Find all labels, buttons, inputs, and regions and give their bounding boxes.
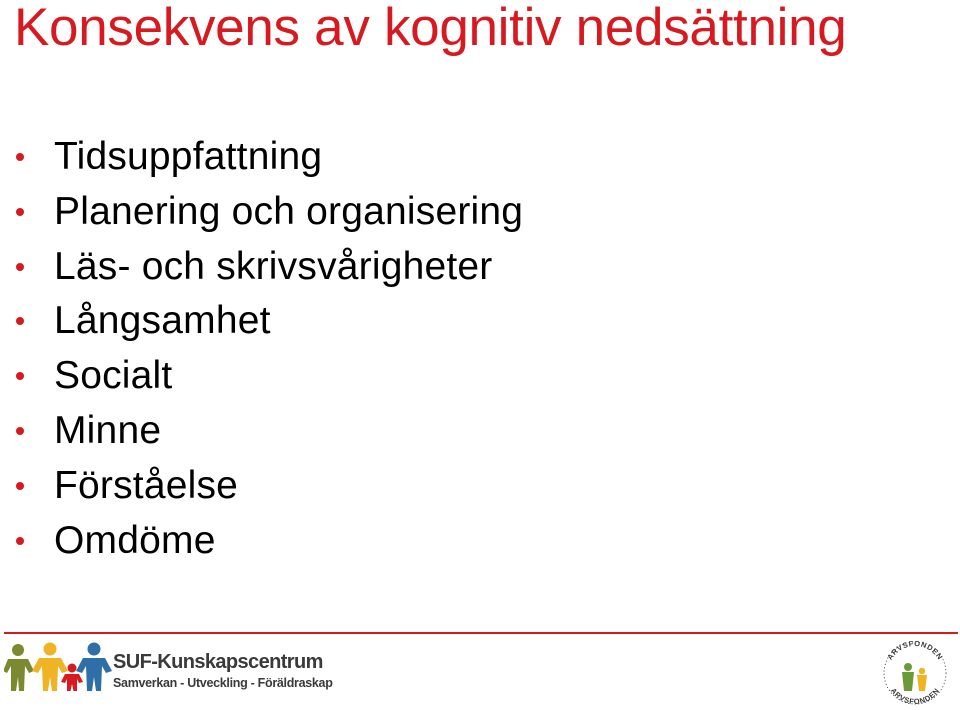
bullet-dot-icon bbox=[16, 208, 24, 216]
bullet-text: Förståelse bbox=[54, 463, 239, 507]
bullet-text: Planering och organisering bbox=[54, 189, 524, 233]
svg-text:ARVSFONDEN bbox=[885, 639, 945, 661]
bullet-dot-icon bbox=[16, 263, 24, 271]
seal-text-top: ARVSFONDEN bbox=[885, 639, 945, 662]
bullet-dot-icon bbox=[16, 317, 24, 325]
people-figures-icon bbox=[4, 641, 112, 693]
logo-name: SUF-Kunskapscentrum bbox=[113, 651, 323, 673]
bullet-text: Socialt bbox=[54, 354, 173, 398]
bullet-dot-icon bbox=[16, 427, 24, 435]
suf-logo bbox=[4, 641, 334, 695]
footer-divider bbox=[4, 632, 958, 634]
bullet-dot-icon bbox=[16, 372, 24, 380]
bullet-dot-icon bbox=[16, 482, 24, 490]
bullet-text: Långsamhet bbox=[54, 299, 271, 343]
svg-text:ARVSFONDEN bbox=[889, 686, 942, 706]
bullet-text: Läs- och skrivsvårigheter bbox=[54, 244, 493, 288]
logo-tagline: Samverkan - Utveckling - Föräldraskap bbox=[113, 676, 333, 690]
bullet-dot-icon bbox=[16, 537, 24, 545]
slide-title: Konsekvens av kognitiv nedsättning bbox=[14, 0, 847, 57]
bullet-text: Tidsuppfattning bbox=[54, 135, 323, 178]
bullet-text: Minne bbox=[54, 408, 162, 452]
bullet-dot-icon bbox=[16, 153, 24, 161]
bullet-text: Omdöme bbox=[54, 518, 216, 562]
seal-text-bottom: ARVSFONDEN bbox=[888, 686, 942, 707]
arvsfonden-seal-icon bbox=[878, 639, 952, 707]
